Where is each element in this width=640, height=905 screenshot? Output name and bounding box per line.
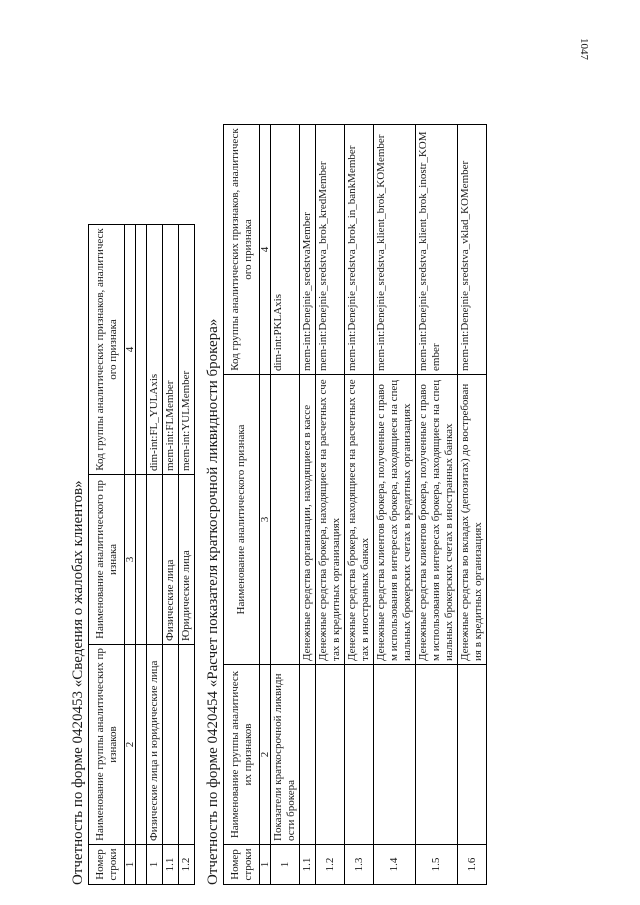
table-row [163, 225, 179, 885]
table1-col-number: 2 [125, 645, 136, 845]
table1-header-group-name: Наименование группы аналитических признаков [89, 645, 125, 845]
attribute-name: Денежные средства клиентов брокера, полученные с правом использования в интересах брокера, находящиеся на специальных брокерских счетах в кредитных организациях [374, 375, 416, 665]
row-number: 1.1 [300, 845, 316, 885]
table2-header-row-number: Номер строки [224, 845, 260, 885]
attribute-name: Физические лица [163, 475, 179, 645]
group-name [163, 645, 179, 845]
attribute-name [147, 475, 163, 645]
code: mem-int:Denejnie_sredstva_klient_brok_KOMember [374, 125, 416, 375]
table-row [458, 125, 487, 885]
table1-col-number: 4 [125, 225, 136, 475]
group-name [416, 665, 458, 845]
code: mem-int:Denejnie_sredstvaMember [300, 125, 316, 375]
table2-col-number: 4 [260, 125, 271, 375]
group-name [316, 665, 345, 845]
attribute-name: Юридические лица [179, 475, 195, 645]
table2-caption: Отчетность по форме 0420454 «Расчет показателя краткосрочной ликвидности брокера» [205, 318, 221, 885]
group-name [374, 665, 416, 845]
code: mem-int:YULMember [179, 225, 195, 475]
attribute-name: Денежные средства брокера, находящиеся на расчетных счетах в кредитных организациях [316, 375, 345, 665]
table1-header-row-number: Номер строки [89, 845, 125, 885]
table2-block [203, 45, 487, 885]
row-number: 1.3 [345, 845, 374, 885]
page-number: 1047 [578, 38, 590, 60]
code: mem-int:Denejnie_sredstva_brok_in_bankMember [345, 125, 374, 375]
row-number: 1.2 [179, 845, 195, 885]
code: dim-int:PKLAxis [271, 125, 300, 375]
table1-col-number: 1 [125, 845, 136, 885]
table2-col-number: 2 [260, 665, 271, 845]
attribute-name: Денежные средства во вкладах (депозитах) до востребования в кредитных организациях [458, 375, 487, 665]
table1-caption: Отчетность по форме 0420453 «Сведения о жалобах клиентов» [70, 480, 86, 885]
table2-col-number: 1 [260, 845, 271, 885]
table1 [88, 224, 195, 885]
table1-col-number: 3 [125, 475, 136, 645]
table-row [345, 125, 374, 885]
code: mem-int:FLMember [163, 225, 179, 475]
table-row [374, 125, 416, 885]
code: mem-int:Denejnie_sredstva_vklad_KOMember [458, 125, 487, 375]
table2-col-number: 3 [260, 375, 271, 665]
table-row [271, 125, 300, 885]
row-number: 1 [271, 845, 300, 885]
table2 [223, 124, 487, 885]
table1-header-code: Код группы аналитических признаков, аналитического признака [89, 225, 125, 475]
row-number: 1.4 [374, 845, 416, 885]
attribute-name: Денежные средства брокера, находящиеся на расчетных счетах в иностранных банках [345, 375, 374, 665]
table-row [179, 225, 195, 885]
table-row [416, 125, 458, 885]
attribute-name [271, 375, 300, 665]
table1-header-attribute-name: Наименование аналитического признака [89, 475, 125, 645]
table2-header-attribute-name: Наименование аналитического признака [224, 375, 260, 665]
row-number: 1.5 [416, 845, 458, 885]
attribute-name: Денежные средства организации, находящиеся в кассе [300, 375, 316, 665]
group-name [458, 665, 487, 845]
group-name: Физические лица и юридические лица [147, 645, 163, 845]
row-number: 1.1 [163, 845, 179, 885]
group-name [300, 665, 316, 845]
group-name [345, 665, 374, 845]
group-name [179, 645, 195, 845]
table1-block [68, 145, 195, 885]
group-name: Показатели краткосрочной ликвидности брокера [271, 665, 300, 845]
code: mem-int:Denejnie_sredstva_klient_brok_inostr_KOMember [416, 125, 458, 375]
table-row [316, 125, 345, 885]
table-row [147, 225, 163, 885]
row-number: 1.6 [458, 845, 487, 885]
attribute-name: Денежные средства клиентов брокера, полученные с правом использования в интересах брокера, находящиеся на специальных брокерских счетах в иностранных банках [416, 375, 458, 665]
row-number: 1.2 [316, 845, 345, 885]
table2-header-code: Код группы аналитических признаков, аналитического признака [224, 125, 260, 375]
code: mem-int:Denejnie_sredstva_brok_kredMember [316, 125, 345, 375]
table2-header-group-name: Наименование группы аналитических признаков [224, 665, 260, 845]
table-row [300, 125, 316, 885]
row-number: 1 [147, 845, 163, 885]
code: dim-int:FL_YULAxis [147, 225, 163, 475]
